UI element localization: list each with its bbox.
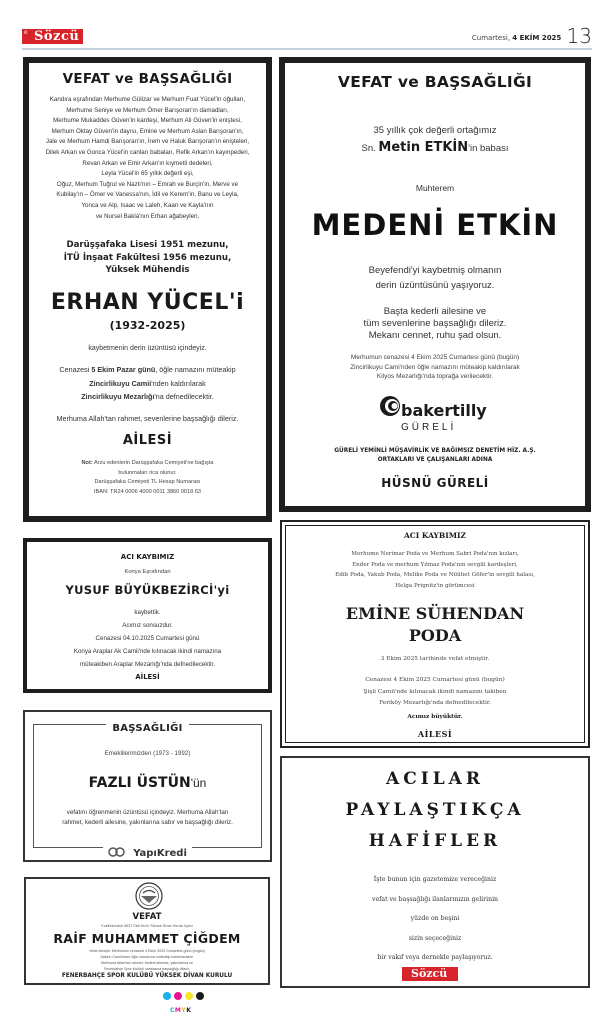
obituary-raif-muhammet-cigdem xyxy=(24,877,270,985)
partner-line: 35 yıllık çok değerli ortağımız xyxy=(373,125,497,136)
logo-sub: GÜRELİ xyxy=(401,422,457,433)
obituary-erhan-yucel xyxy=(23,57,272,522)
deceased-name: EMİNE SÜHENDAN PODA xyxy=(345,604,525,645)
son-line: Sn. Metin ETKİN'in babası xyxy=(361,140,509,155)
signature: AİLESİ xyxy=(135,673,160,681)
magenta-dot xyxy=(174,992,182,1000)
detail-lines: kaybettik. Acımız sonsuzdur. Cenazesi 04.10.2025 Cumartesi günü Konya Araplar Ak Camii'nde kılınacak ikindi namazına müteakiben Araplar Mezarlığı'nda defnedilecektir. xyxy=(73,609,222,668)
yellow-dot xyxy=(185,992,193,1000)
condolence: Merhuma Allah'tan rahmet, sevenlerine başsağlığı dileriz. xyxy=(56,414,239,423)
yapikredi-logo: YapıKredi xyxy=(25,841,270,860)
header-wrap xyxy=(25,716,270,735)
intro-text: Kandıra eşrafından Merhume Gülizar ve Merhum Fuat Yücel'in oğulları, Merhume Seniye ve Merhum Ömer Barışoran'ın damadları, Merhume Mukaddes Güven'in kardeşi, Merhum Ali Güven'in eniştesi, Merhum Oktay Güven'in dayısı, Emine ve Merhum Aslan Barışoran'ın, Jale ve Merhum Hamdi Barışoran'ın, İrem ve Haluk Barışoran'ın enişteleri, Dilek Arkan ve Gonca Yücel'in canları babaları, Refik Arkan'ın kayınpederi, Revan Arkan ve Emir Arkan'ın kıymetli dedeleri, Leyla Yücel'in 65 yıllık değerli eşi, Oğuz, Merhum Tuğrul ve Nazlı'nın – Emrah ve Burçin'in, Merve ve Kubilay'ın – Ömer ve Vanessa'nın, İdil ve Kerem'in, Banu ve Leyla, Yonca ve Alp, Isaac ve Laleh, Kaan ve Kayla'nın ve Nursel Bakla'nın Erhan ağabeyleri, xyxy=(45,96,250,220)
education: Darüşşafaka Lisesi 1951 mezunu, İTÜ İnşaat Fakültesi 1956 mezunu, Yüksek Mühendis xyxy=(63,240,232,275)
promo-body: İşte bunun için gazetemize vereceğiniz vefat ve başsağlığı ilanlarınızın gelirinin yüzde on beşini sizin seçeceğiniz bir vakıf veya dernekle paylaşıyoruz. xyxy=(371,876,499,961)
sozcu-logo xyxy=(22,29,83,44)
black-dot xyxy=(196,992,204,1000)
deceased-name: RAİF MUHAMMET ÇİĞDEM xyxy=(53,931,241,946)
intro-lines: Merhume Nerimar Poda ve Merhum Sabri Poda'nın kızları, Ender Poda ve merhum Yılmaz Poda'nın sevgili kardeşleri, Edib Poda, Yakub Poda, Melike Poda ve Nilühet Göfer'in sevgili halası, Helga Prignitz'in görümcesi xyxy=(335,551,535,589)
company-lines: GÜRELİ YEMİNLİ MÜŞAVİRLİK VE BAĞIMSIZ DENETİM HİZ. A.Ş. ORTAKLARI VE ÇALIŞANLARI ADINA xyxy=(334,448,536,463)
logo-small-text: e xyxy=(24,29,28,36)
subtitle: Emeklilerimizden (1973 - 1992) xyxy=(104,750,191,757)
yapikredi-icon xyxy=(108,847,128,857)
origin: Konya Eşrafından xyxy=(124,569,171,575)
loss-lines: Beyefendi'yi kaybetmiş olmanın derin üzüntüsünü yaşıyoruz. xyxy=(368,265,502,291)
deceased-name: FAZLI ÜSTÜN'ün xyxy=(88,775,207,791)
ad-header: ACI KAYBIMIZ xyxy=(403,531,467,540)
sozcu-logo-small: Sözcü xyxy=(402,967,458,981)
deceased-name: MEDENİ ETKİN xyxy=(311,208,559,242)
signature: HÜSNÜ GÜRELİ xyxy=(381,476,489,490)
obituary-yusuf-buyukbezirci xyxy=(23,538,272,693)
signature: AİLESİ xyxy=(417,729,453,739)
subtitle: Kulübümüzün 8637 Sicil No'lu Yüksek Divan Kurulu üyesi xyxy=(101,924,193,928)
bakertilly-logo xyxy=(379,393,509,437)
obituary-emine-suhendan-poda xyxy=(280,520,590,748)
condolence-lines: Başta kederli ailesine ve tüm sevenlerine başsağlığı dileriz. Mekanı cennet, ruhu şad olsun. xyxy=(363,306,507,341)
dateline xyxy=(472,26,592,48)
ad-header: BAŞSAĞLIĞI xyxy=(106,723,188,734)
page-number: 13 xyxy=(566,24,592,48)
message-lines: Vefat etmiştir. Merhumun cenazesi 4 Ekim 2025 Cumartesi günü (bugün) Şakirin Camii'nden öğle namazına müteakip kaldırılacaktır. Merhuma Allah'tan rahmet, kederli ailesine, yakınlarına ve Fenerbahçe Spor Kulübü camiasına başsağlığı dileriz. xyxy=(89,949,205,971)
masthead xyxy=(22,26,592,48)
ad-header: VEFAT xyxy=(132,912,162,922)
donation-note: Not: Arzu edenlerin Darüşşafaka Cemiyeti'ne bağışta bulunmaları rica olunur. Darüşşafaka Cemiyeti TL Hesap Numarası IBAN: TR24 0006 4000 0011 3860 0018 63 xyxy=(81,460,214,495)
sozcu-promo-ad xyxy=(280,756,590,988)
logo-text: Sözcü xyxy=(34,29,80,44)
day-label: Cumartesi, xyxy=(471,34,511,42)
funeral-lines: Cenazesi 4 Ekim 2025 Cumartesi günü (bugün) Şişli Camii'nde kılınacak ikindi namazını takiben Feriköy Mezarlığı'nda defnedilecektir. xyxy=(363,677,507,706)
ad-title: VEFAT ve BAŞSAĞLIĞI xyxy=(62,71,233,87)
obituary-medeni-etkin xyxy=(279,57,591,512)
promo-headline: ACILAR PAYLAŞTIKÇA HAFİFLER xyxy=(345,769,525,851)
cmyk-marks xyxy=(163,992,213,1022)
cyan-dot xyxy=(163,992,171,1000)
signature: AİLESİ xyxy=(122,433,173,448)
loss-line: kaybetmenin derin üzüntüsü içindeyiz. xyxy=(88,345,207,352)
date-label: 4 EKİM 2025 xyxy=(512,34,562,42)
signature: FENERBAHÇE SPOR KULÜBÜ YÜKSEK DİVAN KURULU xyxy=(61,973,233,979)
date-line: 3 Ekim 2025 tarihinde vefat etmiştir. xyxy=(380,656,490,662)
cmyk-label: CMYK xyxy=(170,1007,192,1014)
bakertilly-swirl-icon xyxy=(379,395,401,417)
deceased-name: YUSUF BÜYÜKBEZİRCİ'yi xyxy=(65,583,230,597)
message-lines: vefatını öğrenmenin üzüntüsü içindeyiz. Merhuma Allah'tan rahmet, kederli ailesine, yakınlarına sabır ve başsağlığı dileriz. xyxy=(62,809,233,826)
funeral-info: Cenazesi 5 Ekim Pazar günü, öğle namazını müteakip Zincirlikuyu Camii'nden kaldırılarak Zincirlikuyu Mezarlığı'na defnedilecektir. xyxy=(59,365,236,401)
condolence-fazli-ustun xyxy=(23,710,272,862)
deceased-name: ERHAN YÜCEL'i xyxy=(50,290,245,315)
funeral-lines: Merhumun cenazesi 4 Ekim 2025 Cumartesi günü (bugün) Zincirlikuyu Cami'nden öğle namazını müteakip kaldırılarak Kilyos Mezarlığı'nda toprağa verilecektir. xyxy=(350,354,520,380)
logo-wordmark: bakertilly xyxy=(401,401,487,420)
ad-title: VEFAT ve BAŞSAĞLIĞI xyxy=(337,73,533,91)
ad-header: ACI KAYBIMIZ xyxy=(120,553,175,561)
honorific: Muhterem xyxy=(415,183,455,193)
closing: Acımız büyüktür. xyxy=(407,714,463,720)
masthead-rule xyxy=(22,48,592,50)
fenerbahce-emblem-icon xyxy=(135,882,163,910)
life-years: (1932-2025) xyxy=(109,319,186,332)
